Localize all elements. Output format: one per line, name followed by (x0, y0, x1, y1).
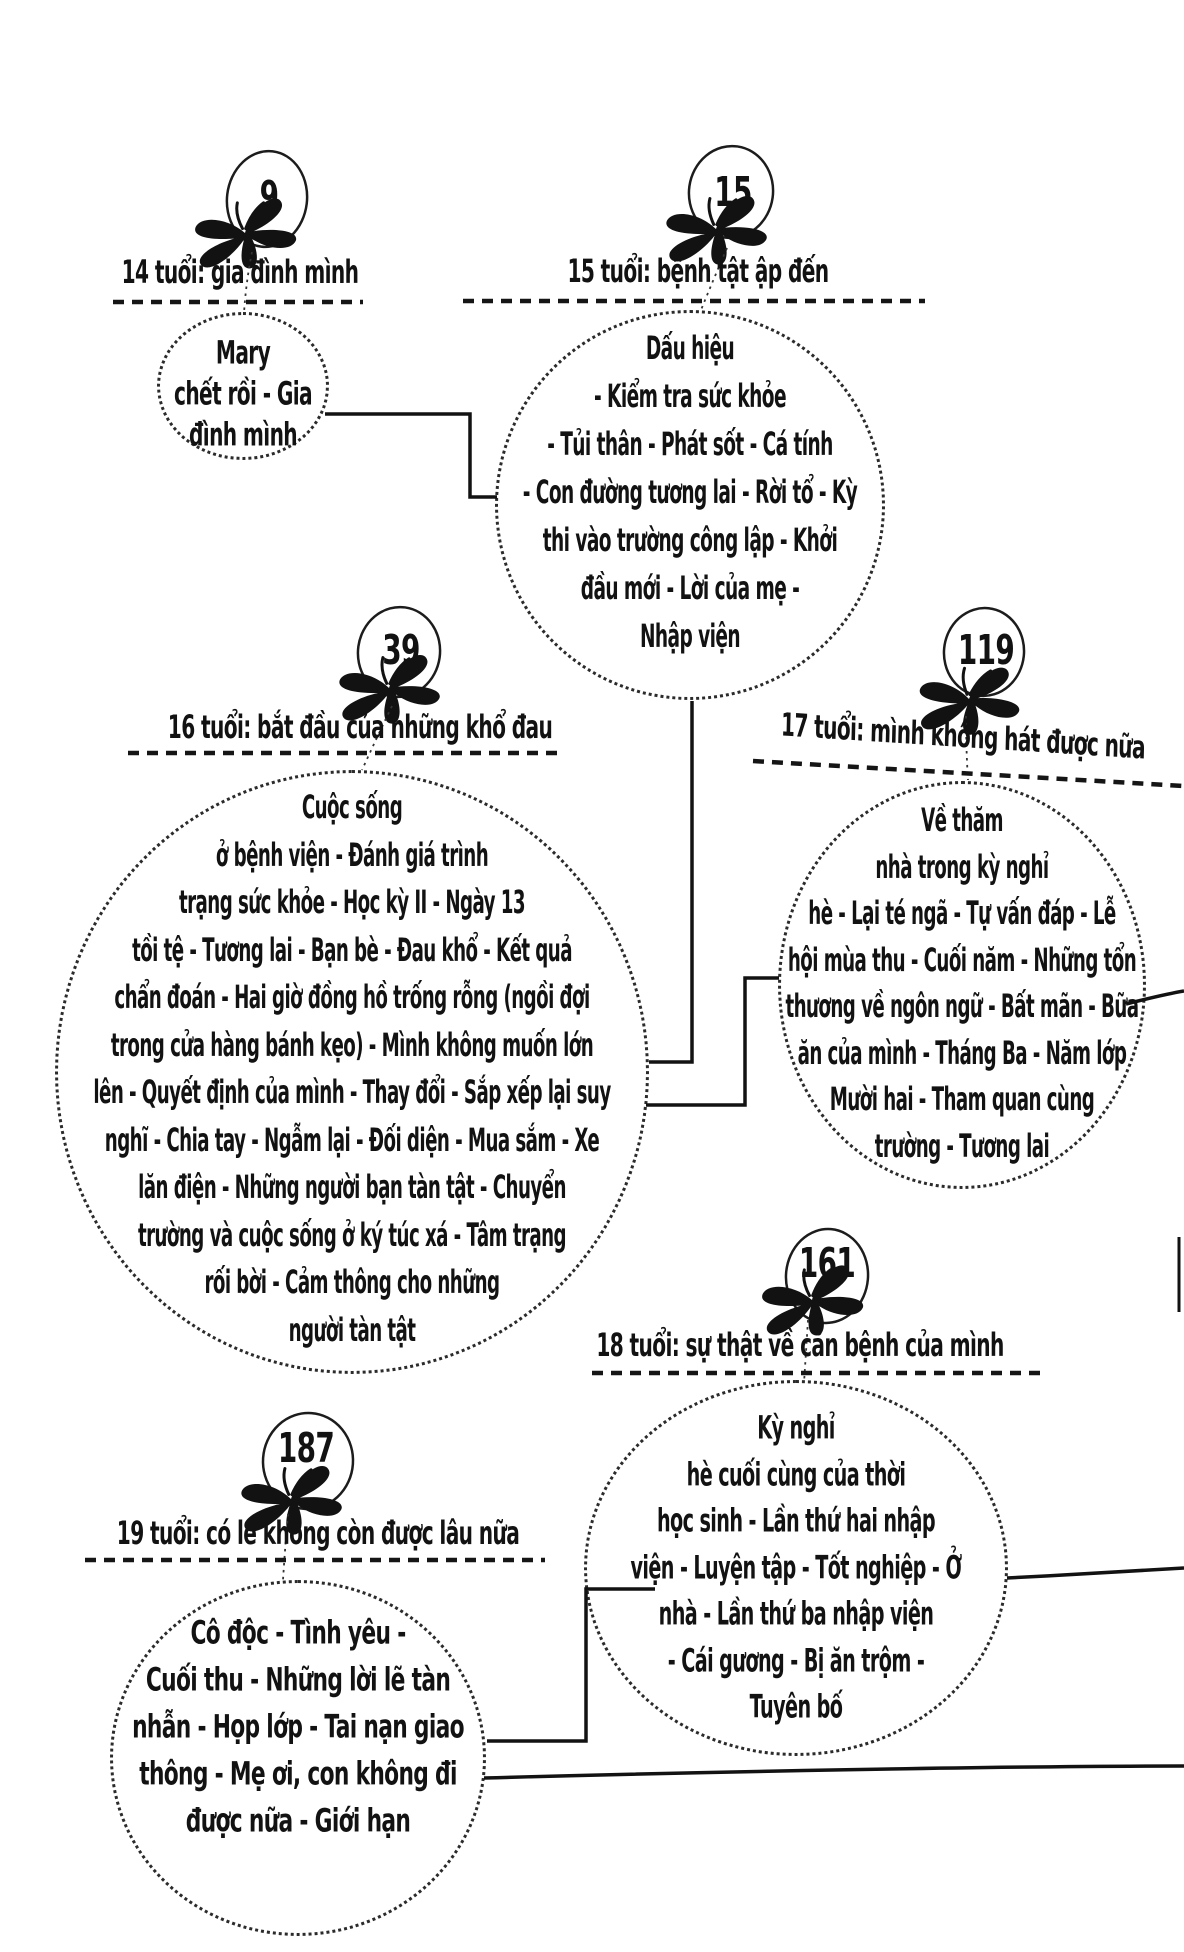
topic-line: được nữa - Giới hạn (185, 1801, 411, 1840)
chapter-topics (93, 784, 610, 1354)
topic-line: nhà - Lần thứ ba nhập viện (658, 1594, 934, 1633)
chapter-page-number: 187 (277, 1424, 335, 1472)
topic-line: đình mình (188, 415, 298, 454)
chapter-page-number: 9 (259, 172, 279, 220)
topic-line: Kỳ nghỉ (757, 1408, 835, 1447)
chapter-page-number: 161 (798, 1239, 856, 1287)
topic-line: nghĩ - Chia tay - Ngẫm lại - Đối diện - Mua sắm - Xe (104, 1120, 600, 1159)
chapter-title: 15 tuổi: bệnh tật ập đến (567, 252, 829, 290)
topic-line: tồi tệ - Tương lai - Bạn bè - Đau khổ - Kết quả (132, 930, 572, 969)
chapter-topics (132, 1610, 464, 1845)
topic-line: - Tủi thân - Phát sốt - Cá tính (547, 425, 833, 463)
topic-line: - Cái gương - Bị ăn trộm - (667, 1640, 925, 1679)
chapter-topics (523, 324, 857, 660)
topic-line: Mary (215, 333, 271, 372)
connector-line (1007, 1568, 1184, 1578)
topic-line: người tàn tật (288, 1310, 416, 1349)
topic-line: trạng sức khỏe - Học kỳ II - Ngày 13 (178, 883, 526, 921)
chapter-title: 16 tuổi: bắt đầu của những khổ đau (167, 708, 553, 746)
topic-line: lăn điện - Những người bạn tàn tật - Chuyển (138, 1168, 566, 1206)
chapter-topics (630, 1404, 961, 1730)
topic-line: thông - Mẹ ơi, con không đi (139, 1754, 457, 1793)
topic-line: - Kiểm tra sức khỏe (594, 377, 786, 415)
topic-line: Tuyên bố (749, 1687, 843, 1726)
topic-line: lên - Quyết định của mình - Thay đổi - Sắp xếp lại suy (93, 1073, 611, 1111)
topic-line: hè cuối cùng của thời (686, 1454, 906, 1493)
topic-line: ở bệnh viện - Đánh giá trình (215, 835, 489, 874)
connector-line (484, 1766, 1184, 1778)
topic-line: Cô độc - Tình yêu - (190, 1613, 406, 1652)
topic-line: Cuộc sống (301, 788, 403, 826)
connector-line (646, 978, 779, 1105)
topic-line: trường và cuộc sống ở ký túc xá - Tâm trạng (137, 1215, 567, 1254)
topic-line: Mười hai - Tham quan cùng (829, 1080, 1095, 1118)
chapter-page-number: 119 (957, 626, 1015, 674)
topic-line: Dấu hiệu (645, 329, 735, 367)
chapter-title: 19 tuổi: có lẽ không còn được lâu nữa (116, 1514, 520, 1552)
topic-line: chết rồi - Gia (174, 374, 312, 413)
chapter-title: 14 tuổi: gia đình mình (121, 253, 359, 291)
topic-line: thi vào trường công lập - Khởi (542, 521, 838, 559)
topic-line: nhà trong kỳ nghỉ (875, 847, 1049, 886)
topic-line: trường - Tương lai (874, 1126, 1050, 1165)
topic-line: hội mùa thu - Cuối năm - Những tổn (787, 940, 1137, 979)
chapter-topics (785, 797, 1138, 1169)
topic-line: chẩn đoán - Hai giờ đồng hồ trống rỗng (ngồi đợi (114, 978, 590, 1016)
topic-line: rối bời - Cảm thông cho những (204, 1263, 500, 1301)
chapter-title: 17 tuổi: mình không hát được nữa (780, 705, 1146, 767)
topic-line: hè - Lại té ngã - Tự vấn đáp - Lễ (808, 894, 1116, 932)
connector-line (325, 414, 497, 497)
topic-line: thương về ngôn ngữ - Bất mãn - Bữa (785, 987, 1139, 1025)
topic-line: nhẫn - Họp lớp - Tai nạn giao (132, 1707, 464, 1746)
topic-line: học sinh - Lần thứ hai nhập (656, 1501, 936, 1540)
topic-line: Về thăm (921, 801, 1003, 839)
chapter-topics (174, 333, 312, 456)
topic-line: ăn của mình - Tháng Ba - Năm lớp (797, 1033, 1127, 1072)
topic-line: Cuối thu - Những lời lẽ tàn (145, 1660, 451, 1699)
chapter-title: 18 tuổi: sự thật về căn bệnh của mình (596, 1326, 1004, 1364)
connector-line (649, 701, 692, 1062)
topic-line: trong cửa hàng bánh kẹo) - Mình không muốn lớn (110, 1025, 594, 1064)
topic-line: - Con đường tương lai - Rời tổ - Kỳ (522, 473, 858, 511)
chapter-page-number: 39 (382, 626, 420, 674)
chapter-page-number: 15 (714, 168, 752, 216)
topic-line: viện - Luyện tập - Tốt nghiệp - Ở (630, 1547, 962, 1586)
topic-line: đầu mới - Lời của mẹ - (580, 569, 800, 607)
topic-line: Nhập viện (639, 617, 741, 655)
